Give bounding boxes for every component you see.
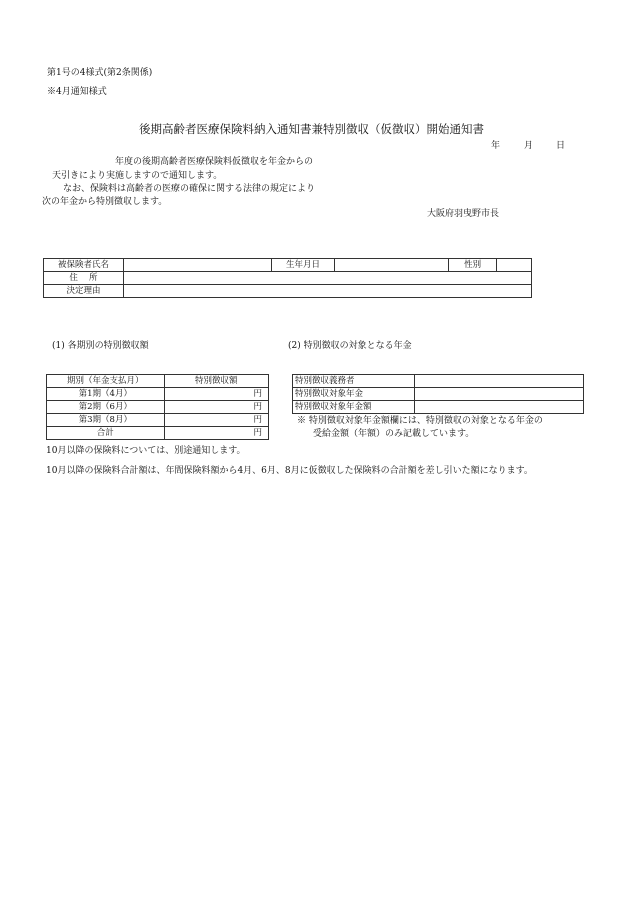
footer-note-1: 10月以降の保険料については、別途通知します。	[46, 446, 246, 456]
address-label: 住 所	[44, 272, 124, 285]
table-row	[47, 401, 269, 414]
form-number: 第1号の4様式(第2条関係)	[47, 68, 153, 78]
amount-cell: 円	[164, 388, 268, 401]
reason-value	[123, 285, 531, 298]
gender-label: 性別	[449, 259, 497, 272]
date-month-label: 月	[524, 141, 534, 151]
table-row	[47, 427, 269, 440]
insured-name-value	[123, 259, 271, 272]
section1-heading: (1) 各期別の特別徴収額	[52, 341, 149, 351]
date-year-label: 年	[491, 141, 501, 151]
insured-table	[43, 258, 532, 298]
period-cell: 第2期（6月）	[47, 401, 165, 414]
amount-cell: 円	[164, 401, 268, 414]
notice-type: ※4月通知様式	[47, 87, 107, 97]
table-row	[47, 414, 269, 427]
insured-name-label: 被保険者氏名	[44, 259, 124, 272]
table-row	[47, 375, 269, 388]
amount-cell: 円	[164, 414, 268, 427]
birth-date-value	[335, 259, 449, 272]
issuer: 大阪府羽曳野市長	[427, 209, 500, 219]
gender-value	[497, 259, 532, 272]
reason-label: 決定理由	[44, 285, 124, 298]
table-row	[47, 388, 269, 401]
body-line-3: なお、保険料は高齢者の医療の確保に関する法律の規定により	[63, 184, 316, 194]
target-pension-amount-label: 特別徴収対象年金額	[293, 401, 415, 414]
target-pension-table	[292, 374, 584, 414]
target-pension-label: 特別徴収対象年金	[293, 388, 415, 401]
table-row	[293, 375, 584, 388]
withholding-obligor-label: 特別徴収義務者	[293, 375, 415, 388]
table-row	[293, 388, 584, 401]
section2-note-line-2: 受給金額（年額）のみ記載しています。	[313, 429, 475, 439]
withholding-amount-table	[46, 374, 269, 440]
body-line-4: 次の年金から特別徴収します。	[42, 197, 168, 207]
table-row	[293, 401, 584, 414]
footer-note-2: 10月以降の保険料合計額は、年間保険料額から4月、6月、8月に仮徴収した保険料の合計額を差し引いた額になります。	[46, 466, 533, 476]
total-label: 合計	[47, 427, 165, 440]
target-pension-value	[414, 388, 583, 401]
body-line-1: 年度の後期高齢者医療保険料仮徴収を年金からの	[115, 157, 314, 167]
period-cell: 第1期（4月）	[47, 388, 165, 401]
section2-note-line-1: ※ 特別徴収対象年金額欄には、特別徴収の対象となる年金の	[297, 416, 543, 426]
birth-date-label: 生年月日	[271, 259, 335, 272]
body-line-2: 天引きにより実施しますので通知します。	[52, 171, 223, 181]
col-amount-header: 特別徴収額	[164, 375, 268, 388]
document-title: 後期高齢者医療保険料納入通知書兼特別徴収（仮徴収）開始通知書	[139, 122, 484, 136]
date-day-label: 日	[556, 141, 566, 151]
target-pension-amount-value	[414, 401, 583, 414]
address-value	[123, 272, 531, 285]
withholding-obligor-value	[414, 375, 583, 388]
period-cell: 第3期（8月）	[47, 414, 165, 427]
total-amount-cell: 円	[164, 427, 268, 440]
col-period-header: 期別（年金支払月）	[47, 375, 165, 388]
section2-heading: (2) 特別徴収の対象となる年金	[288, 341, 412, 351]
